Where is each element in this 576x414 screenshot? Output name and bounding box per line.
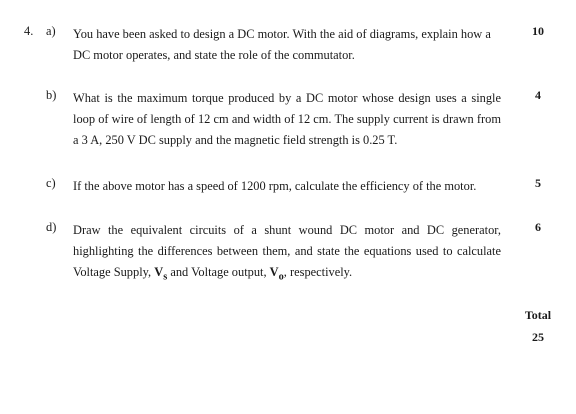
total-marks: 25 <box>532 330 544 344</box>
question-number: 4. <box>24 24 34 38</box>
part-b-label: b) <box>46 88 57 102</box>
part-d-label: d) <box>46 220 57 234</box>
part-c-marks: 5 <box>535 176 541 190</box>
part-d-text <box>73 220 501 287</box>
total-label: Total <box>524 308 552 322</box>
part-b-marks: 4 <box>535 88 541 102</box>
part-d-text-before: Draw the equivalent circuits of a shunt wound DC motor and DC generator, highlighting the differences between them, and state the equations used to calculate Voltage Supply, <box>73 223 501 279</box>
part-d-text-after: , respectively. <box>283 265 353 279</box>
part-c-label: c) <box>46 176 56 190</box>
part-c-text: If the above motor has a speed of 1200 rpm, calculate the efficiency of the motor. <box>73 179 477 193</box>
part-d-marks: 6 <box>535 220 541 234</box>
part-a-text: You have been asked to design a DC motor. With the aid of diagrams, explain how a DC motor operates, and state the role of the commutator. <box>73 27 491 62</box>
symbol-voltage-supply: $V_s$ <box>154 265 168 283</box>
part-a-marks: 10 <box>532 24 544 38</box>
symbol-voltage-output: $V_o$ <box>269 265 284 283</box>
part-d-text-middle: and Voltage output, <box>167 265 270 279</box>
part-b-text: What is the maximum torque produced by a DC motor whose design uses a single loop of wire of length of 12 cm and width of 12 cm. The supply current is drawn from a 3 A, 250 V DC supply and the magnetic field strength is 0.25 T. <box>73 91 501 147</box>
part-a-label: a) <box>46 24 56 38</box>
